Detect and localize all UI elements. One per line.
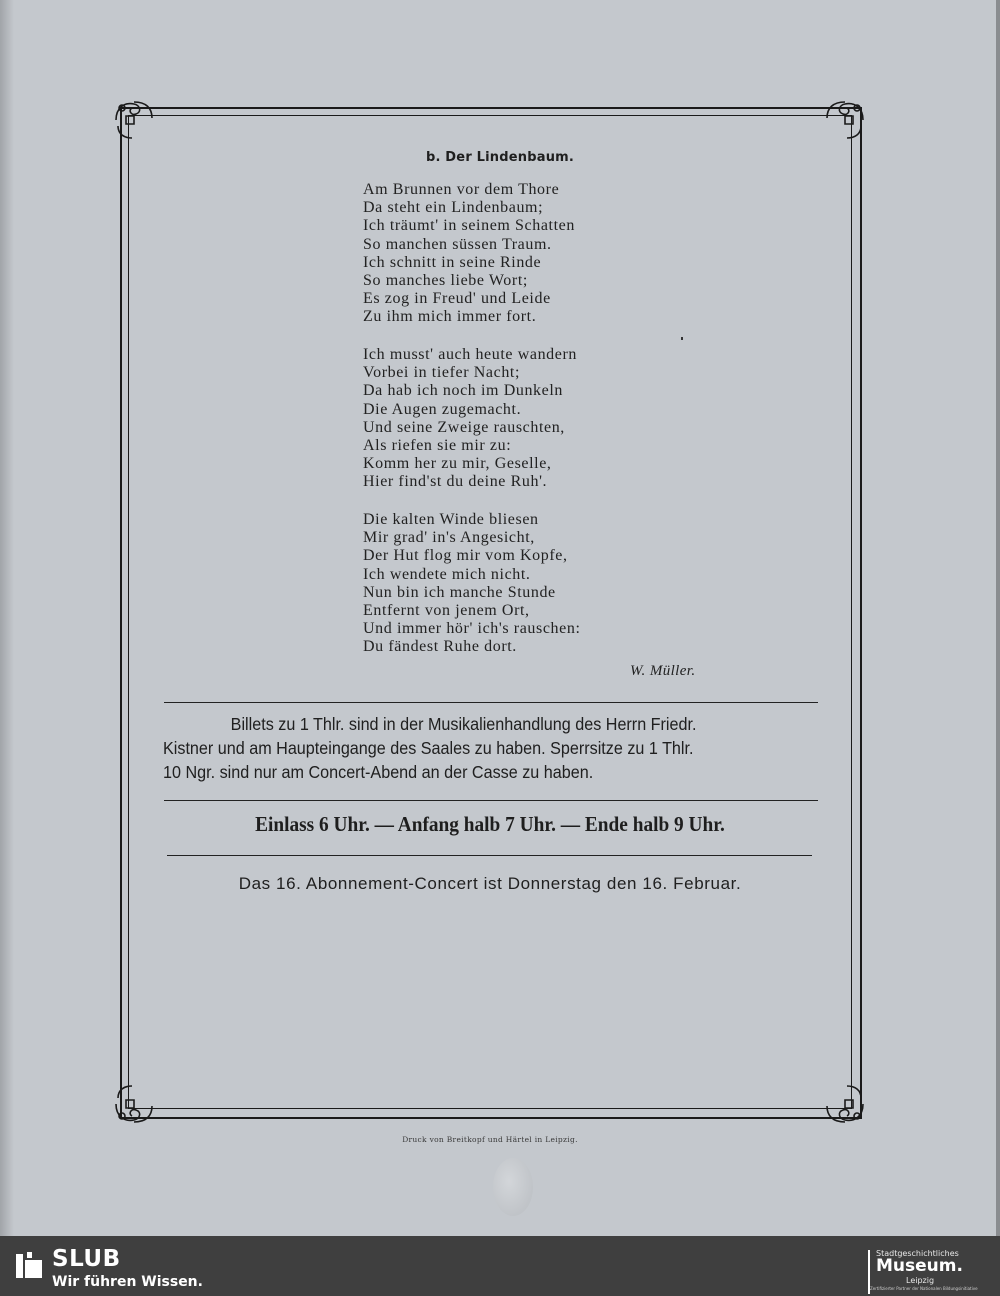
corner-ornament-icon (110, 96, 158, 144)
slub-logo-icon[interactable] (14, 1250, 44, 1280)
poem-stanza-1 (363, 181, 683, 327)
poem-title: b. Der Lindenbaum. (425, 150, 575, 165)
poem-line: So manches liebe Wort; (363, 272, 528, 290)
poem-line: Und immer hör' ich's rauschen: (363, 620, 581, 638)
poem-line: Und seine Zweige rauschten, (363, 418, 565, 436)
corner-ornament-icon (110, 1080, 158, 1128)
poem-line: Die Augen zugemacht. (363, 400, 522, 418)
ticket-info-line: Billets zu 1 Thlr. sind in der Musikalienhandlung des Herrn Friedr. (230, 714, 697, 734)
poem-line: Komm her zu mir, Geselle, (363, 455, 552, 473)
poem-line: So manchen süssen Traum. (363, 235, 552, 253)
corner-ornament-icon (821, 96, 869, 144)
poem-line: Da steht ein Lindenbaum; (363, 199, 544, 217)
poem-line: Da hab ich noch im Dunkeln (363, 382, 563, 400)
poem-line: Nun bin ich manche Stunde (363, 583, 556, 601)
divider (164, 702, 818, 703)
ink-speck (681, 337, 683, 340)
poem-line: Der Hut flog mir vom Kopfe, (363, 547, 568, 565)
poem-line: Ich träumt' in seinem Schatten (363, 217, 575, 235)
poem-line: Hier find'st du deine Ruh'. (363, 473, 548, 491)
printer-imprint: Druck von Breitkopf und Härtel in Leipzig. (402, 1135, 578, 1144)
ticket-info-line: 10 Ngr. sind nur am Concert-Abend an der Casse zu haben. (163, 762, 594, 782)
poem-author: W. Müller. (630, 663, 696, 679)
poem-line: Ich schnitt in seine Rinde (363, 253, 542, 271)
poem-line: Die kalten Winde bliesen (363, 511, 539, 528)
poem-line: Zu ihm mich immer fort. (363, 308, 537, 326)
schedule-times: Einlass 6 Uhr. — Anfang halb 7 Uhr. — Ende halb 9 Uhr. (255, 812, 725, 836)
poem-line: Am Brunnen vor dem Thore (363, 181, 560, 198)
museum-partner-note: Zertifizierter Partner der Nationalen Bildungsinitiative (870, 1286, 978, 1291)
poem-line: Ich musst' auch heute wandern (363, 346, 577, 363)
poem-line: Du fändest Ruhe dort. (363, 638, 517, 656)
paper-emboss-stamp (493, 1158, 533, 1216)
ticket-info-line: Kistner und am Haupteingange des Saales zu haben. Sperrsitze zu 1 Thlr. (163, 738, 694, 758)
museum-name[interactable]: Museum. (876, 1256, 963, 1276)
poem-line: Es zog in Freud' und Leide (363, 290, 551, 308)
corner-ornament-icon (821, 1080, 869, 1128)
next-concert-notice: Das 16. Abonnement-Concert ist Donnerstag den 16. Februar. (238, 874, 742, 893)
divider (164, 800, 818, 801)
poem-stanza-2 (363, 346, 683, 492)
poem-line: Mir grad' in's Angesicht, (363, 529, 535, 547)
poem-line: Als riefen sie mir zu: (363, 437, 512, 455)
poem-stanza-3 (363, 511, 683, 657)
poem-line: Ich wendete mich nicht. (363, 565, 531, 583)
ticket-info (163, 712, 783, 784)
poem-line: Entfernt von jenem Ort, (363, 602, 530, 620)
page-fold-shadow (0, 0, 14, 1236)
library-name[interactable]: SLUB (52, 1246, 121, 1272)
library-tagline: Wir führen Wissen. (52, 1274, 203, 1290)
divider (167, 855, 812, 856)
poem-line: Vorbei in tiefer Nacht; (363, 364, 521, 382)
museum-city: Leipzig (906, 1276, 935, 1285)
museum-prefix: Stadtgeschichtliches (876, 1249, 959, 1258)
